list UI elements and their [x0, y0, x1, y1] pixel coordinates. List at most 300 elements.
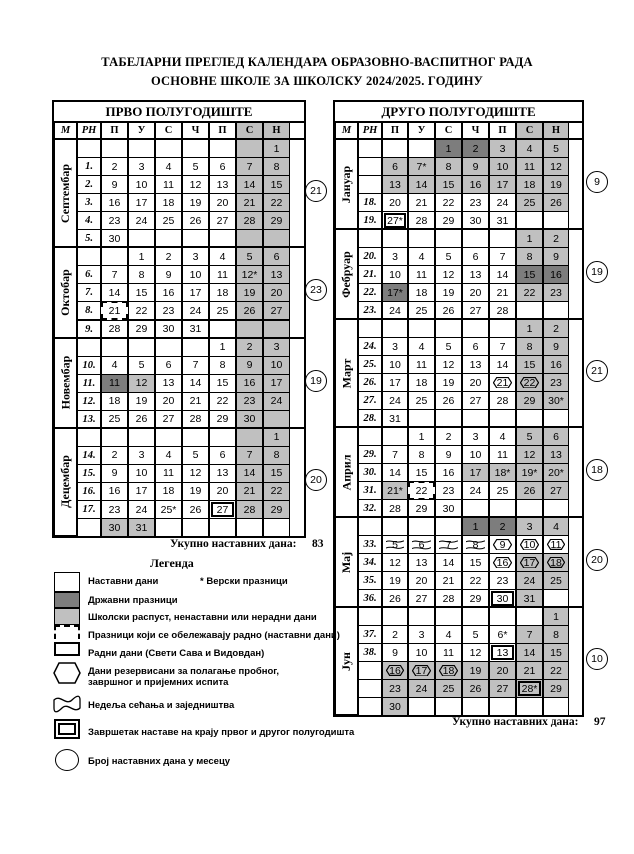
day-cell: [155, 392, 182, 411]
day-cell: [382, 697, 408, 716]
week-number-cell: [358, 265, 382, 284]
day-cell: [435, 643, 462, 662]
day-cell: [489, 139, 516, 158]
day-cell: [236, 265, 263, 284]
day-number: 12: [442, 358, 455, 371]
second-header-3: У: [408, 122, 435, 139]
day-cell: [516, 625, 543, 644]
legend-swatch-working-days: [54, 642, 80, 656]
day-cell: [128, 356, 155, 375]
day-number: 6: [472, 250, 479, 263]
first-half-total: 83: [312, 538, 324, 550]
day-cell: [543, 697, 569, 716]
day-cell: [209, 392, 236, 411]
day-number: 18*: [494, 466, 511, 479]
day-number: 26: [389, 592, 401, 605]
day-number: 21: [189, 395, 202, 408]
day-cell: [543, 553, 569, 572]
first-header-2: П: [101, 122, 128, 139]
day-number: 9: [445, 448, 452, 461]
day-cell: [128, 518, 155, 537]
legend-state-holidays: Државни празници: [88, 595, 178, 606]
day-cell: [209, 374, 236, 393]
day-cell: [182, 464, 209, 483]
day-cell: [408, 571, 435, 590]
day-cell: [516, 373, 543, 392]
day-number: 24: [189, 304, 202, 317]
day-number: 23: [496, 574, 509, 587]
week-number-cell: [77, 374, 101, 393]
second-month-4: [335, 517, 358, 607]
day-cell: [408, 247, 435, 266]
day-number: 7: [445, 538, 452, 551]
day-number: 6: [418, 538, 425, 551]
day-number: 8: [273, 449, 280, 462]
day-number: 31: [135, 521, 148, 534]
day-cell: [543, 229, 569, 248]
day-cell: [462, 139, 489, 158]
month-name: Април: [339, 454, 353, 490]
day-number: 24: [270, 395, 283, 408]
day-number: 24: [135, 503, 148, 516]
day-number: 9: [246, 359, 253, 372]
day-cell: [382, 247, 408, 266]
day-cell: [182, 193, 209, 212]
day-number: 19: [442, 376, 455, 389]
day-number: 14: [243, 178, 256, 191]
day-number: 29: [523, 394, 536, 407]
day-cell: [543, 157, 569, 176]
day-number: 24: [469, 484, 482, 497]
day-number: 1: [273, 431, 280, 444]
day-number: 11: [217, 268, 228, 281]
day-cell: [128, 247, 155, 266]
day-cell: [382, 517, 408, 536]
day-cell: [543, 481, 569, 500]
day-number: 29: [216, 413, 229, 426]
day-cell: [101, 157, 128, 176]
day-cell: [128, 374, 155, 393]
day-number: 3: [472, 430, 479, 443]
day-number: 19*: [521, 466, 538, 479]
day-number: 30: [389, 700, 401, 713]
first-header-8: Н: [263, 122, 290, 139]
first-month-1: [54, 247, 77, 337]
day-cell: [489, 517, 516, 536]
day-number: 21: [523, 664, 536, 677]
day-cell: [236, 482, 263, 501]
day-number: 10: [189, 268, 202, 281]
day-cell: [489, 625, 516, 644]
day-number: 1: [219, 341, 226, 354]
day-cell: [516, 157, 543, 176]
day-number: 19: [389, 574, 401, 587]
day-number: 3: [138, 449, 145, 462]
day-number: 4: [111, 359, 118, 372]
day-cell: [489, 679, 516, 698]
day-number: 19: [442, 286, 455, 299]
title-line-1: ТАБЕЛАРНИ ПРЕГЛЕД КАЛЕНДАРА ОБРАЗОВНО-ВАСПИТНОГ РАДА: [101, 55, 533, 69]
day-cell: [236, 139, 263, 158]
day-number: 12*: [241, 268, 258, 281]
day-cell: [489, 643, 516, 662]
month-name: Септембар: [58, 163, 72, 223]
day-number: 21: [243, 485, 256, 498]
day-cell: [209, 265, 236, 284]
day-cell: [408, 607, 435, 626]
day-cell: [462, 517, 489, 536]
day-cell: [435, 517, 462, 536]
day-cell: [236, 193, 263, 212]
day-number: 7: [111, 268, 118, 281]
day-cell: [543, 139, 569, 158]
day-number: 18: [162, 196, 175, 209]
month-name: Мај: [339, 551, 354, 573]
day-number: 24: [389, 394, 401, 407]
day-cell: [516, 643, 543, 662]
day-number: 4: [445, 628, 452, 641]
week-number-cell: [358, 553, 382, 572]
day-number: 14: [523, 646, 536, 659]
week-number: 30.: [363, 467, 377, 478]
day-cell: [128, 464, 155, 483]
day-cell: [382, 391, 408, 410]
first-half-calendar: [52, 100, 306, 538]
day-cell: [155, 283, 182, 302]
day-number: 18: [550, 556, 562, 569]
week-number-cell: [77, 193, 101, 212]
day-cell: [462, 391, 489, 410]
day-number: 9: [472, 160, 479, 173]
first-header-4: С: [155, 122, 182, 139]
day-number: 29: [550, 682, 562, 695]
day-number: 30: [108, 232, 121, 245]
week-number: 36.: [363, 593, 377, 604]
week-number: 20.: [363, 251, 377, 262]
day-cell: [182, 356, 209, 375]
day-cell: [462, 337, 489, 356]
day-number: 16: [550, 268, 562, 281]
day-cell: [462, 265, 489, 284]
day-cell: [489, 427, 516, 446]
day-number: 20: [389, 196, 401, 209]
day-number: 28: [415, 214, 428, 227]
day-cell: [236, 392, 263, 411]
week-number-cell: [358, 625, 382, 644]
day-cell: [182, 446, 209, 465]
day-number: 24: [389, 304, 401, 317]
day-number: 1: [553, 610, 559, 623]
week-number-cell: [358, 229, 382, 248]
legend-remembrance-week: Недеља сећања и заједништва: [88, 700, 235, 711]
second-header-4: С: [435, 122, 462, 139]
week-number: 29.: [363, 449, 377, 460]
week-number: 28.: [363, 413, 377, 424]
day-cell: [489, 193, 516, 212]
day-cell: [209, 518, 236, 537]
week-number-cell: [77, 482, 101, 501]
month-name: Март: [339, 358, 353, 388]
day-cell: [236, 301, 263, 320]
day-cell: [489, 697, 516, 716]
day-cell: [408, 265, 435, 284]
second-header-1: РН: [358, 122, 382, 139]
day-cell: [435, 481, 462, 500]
day-number: 16: [108, 485, 121, 498]
day-number: 8: [553, 628, 559, 641]
day-cell: [435, 283, 462, 302]
day-cell: [462, 283, 489, 302]
week-number-cell: [358, 355, 382, 374]
day-cell: [155, 464, 182, 483]
legend-break: Школски распуст, ненаставни или нерадни дани: [88, 612, 317, 623]
day-cell: [182, 482, 209, 501]
day-number: 30: [496, 592, 509, 605]
day-number: 2: [165, 250, 172, 263]
second-header-2: П: [382, 122, 408, 139]
day-cell: [516, 661, 543, 680]
week-number-cell: [358, 283, 382, 302]
day-number: 8: [526, 340, 533, 353]
legend-working-days: Радни дани (Свети Сава и Видовдан): [88, 648, 265, 659]
day-number: 17: [496, 178, 509, 191]
first-half-total-label: Укупно наставних дана:: [170, 538, 297, 550]
day-number: 17: [270, 377, 283, 390]
day-cell: [382, 427, 408, 446]
day-cell: [101, 446, 128, 465]
week-number-cell: [77, 518, 101, 537]
day-cell: [382, 481, 408, 500]
day-cell: [128, 265, 155, 284]
day-cell: [263, 157, 290, 176]
second-half-total: 97: [594, 716, 606, 728]
legend-exam-days: Дани резервисани за полагање пробног, завршног и пријемних испита: [88, 666, 280, 688]
first-header-1: РН: [77, 122, 101, 139]
day-cell: [182, 139, 209, 158]
day-cell: [209, 428, 236, 447]
day-number: 15: [135, 286, 148, 299]
week-number: 32.: [363, 503, 377, 514]
day-number: 2: [111, 160, 118, 173]
day-cell: [209, 356, 236, 375]
day-cell: [236, 283, 263, 302]
day-cell: [128, 193, 155, 212]
day-cell: [435, 373, 462, 392]
day-cell: [128, 428, 155, 447]
day-cell: [236, 211, 263, 230]
day-cell: [489, 571, 516, 590]
day-number: 6: [165, 359, 172, 372]
day-number: 16: [389, 664, 401, 677]
day-cell: [382, 355, 408, 374]
day-number: 22: [135, 304, 148, 317]
day-number: 27: [270, 304, 283, 317]
day-cell: [489, 355, 516, 374]
day-cell: [408, 319, 435, 338]
day-number: 18: [415, 376, 428, 389]
day-cell: [408, 679, 435, 698]
first-half-title: ПРВО ПОЛУГОДИШТЕ: [54, 102, 304, 123]
day-number: 4: [418, 250, 425, 263]
day-cell: [236, 175, 263, 194]
day-cell: [263, 356, 290, 375]
day-cell: [182, 175, 209, 194]
day-cell: [435, 553, 462, 572]
day-cell: [263, 211, 290, 230]
day-cell: [382, 265, 408, 284]
day-number: 6: [392, 160, 398, 173]
day-cell: [543, 283, 569, 302]
week-number: 19.: [363, 215, 377, 226]
day-cell: [182, 392, 209, 411]
second-month-3: [335, 427, 358, 517]
day-cell: [462, 247, 489, 266]
first-header-6: П: [209, 122, 236, 139]
day-number: 8: [445, 160, 452, 173]
day-cell: [382, 643, 408, 662]
day-cell: [155, 265, 182, 284]
day-cell: [435, 193, 462, 212]
day-number: 25: [216, 304, 229, 317]
first-header-5: Ч: [182, 122, 209, 139]
day-number: 10: [496, 160, 509, 173]
day-cell: [435, 229, 462, 248]
day-cell: [543, 391, 569, 410]
day-cell: [101, 193, 128, 212]
day-cell: [236, 446, 263, 465]
day-cell: [489, 463, 516, 482]
day-cell: [408, 391, 435, 410]
day-number: 23: [442, 484, 455, 497]
day-cell: [435, 139, 462, 158]
day-cell: [263, 193, 290, 212]
day-cell: [408, 625, 435, 644]
day-number: 16: [496, 556, 509, 569]
day-number: 20: [469, 286, 482, 299]
day-number: 4: [219, 250, 226, 263]
week-number: 34.: [363, 557, 377, 568]
day-cell: [462, 463, 489, 482]
day-cell: [101, 518, 128, 537]
legend-swatch-teaching: [54, 572, 80, 592]
teaching-day-count-circle: 18: [586, 459, 608, 481]
day-number: 16: [108, 196, 121, 209]
day-cell: [155, 356, 182, 375]
day-cell: [516, 139, 543, 158]
teaching-day-count-circle: 19: [586, 261, 608, 283]
day-number: 5: [472, 628, 479, 641]
day-number: 11: [524, 160, 535, 173]
day-cell: [382, 607, 408, 626]
week-number-cell: [77, 446, 101, 465]
day-cell: [263, 464, 290, 483]
day-number: 7: [192, 359, 199, 372]
day-cell: [489, 607, 516, 626]
day-number: 25: [108, 413, 121, 426]
day-cell: [263, 500, 290, 519]
day-number: 7*: [416, 160, 427, 173]
day-number: 25: [442, 682, 455, 695]
legend-working-holidays: Празници који се обележавају радно (наставни дани): [88, 630, 340, 641]
day-number: 9: [499, 538, 506, 551]
day-number: 26: [523, 484, 536, 497]
day-number: 18: [442, 664, 455, 677]
day-number: 9: [553, 250, 559, 263]
day-number: 1: [526, 322, 533, 335]
month-name: Јун: [338, 651, 353, 671]
month-name: Октобар: [58, 269, 73, 316]
day-number: 14: [415, 178, 428, 191]
day-cell: [408, 445, 435, 464]
day-number: 5: [192, 449, 199, 462]
day-number: 27: [550, 484, 562, 497]
day-number: 14: [189, 377, 202, 390]
day-number: 17*: [387, 286, 403, 299]
day-cell: [543, 661, 569, 680]
day-cell: [209, 157, 236, 176]
day-cell: [408, 337, 435, 356]
day-number: 18: [162, 485, 175, 498]
day-cell: [382, 283, 408, 302]
day-number: 9: [165, 268, 172, 281]
day-cell: [435, 625, 462, 644]
day-number: 29: [270, 214, 283, 227]
month-name: Фебруар: [339, 250, 354, 298]
day-cell: [489, 319, 516, 338]
day-cell: [382, 157, 408, 176]
week-number-cell: [358, 517, 382, 536]
day-cell: [236, 356, 263, 375]
day-cell: [516, 319, 543, 338]
week-number: 9.: [85, 323, 93, 335]
day-cell: [128, 446, 155, 465]
day-number: 20: [216, 485, 229, 498]
day-cell: [435, 175, 462, 194]
day-number: 13: [389, 178, 401, 191]
day-number: 21: [496, 286, 509, 299]
day-number: 13: [496, 646, 509, 659]
week-number-cell: [358, 481, 382, 500]
day-cell: [408, 193, 435, 212]
day-number: 27: [469, 304, 482, 317]
day-number: 26: [243, 304, 256, 317]
day-cell: [543, 535, 569, 554]
day-cell: [462, 643, 489, 662]
day-number: 24: [415, 682, 428, 695]
day-cell: [435, 247, 462, 266]
day-number: 18: [415, 286, 428, 299]
day-cell: [516, 535, 543, 554]
day-cell: [263, 139, 290, 158]
week-number-cell: [358, 571, 382, 590]
day-number: 6: [273, 250, 280, 263]
day-cell: [236, 428, 263, 447]
day-cell: [128, 283, 155, 302]
day-number: 9: [111, 467, 118, 480]
week-number-cell: [77, 500, 101, 519]
day-number: 11: [497, 448, 508, 461]
day-number: 20: [469, 376, 482, 389]
hexagon-icon: [53, 662, 81, 684]
day-cell: [435, 463, 462, 482]
day-cell: [263, 374, 290, 393]
day-cell: [516, 247, 543, 266]
day-number: 16: [442, 466, 455, 479]
week-number-cell: [358, 607, 382, 626]
day-number: 21: [243, 196, 256, 209]
day-number: 22: [523, 376, 536, 389]
day-cell: [263, 175, 290, 194]
